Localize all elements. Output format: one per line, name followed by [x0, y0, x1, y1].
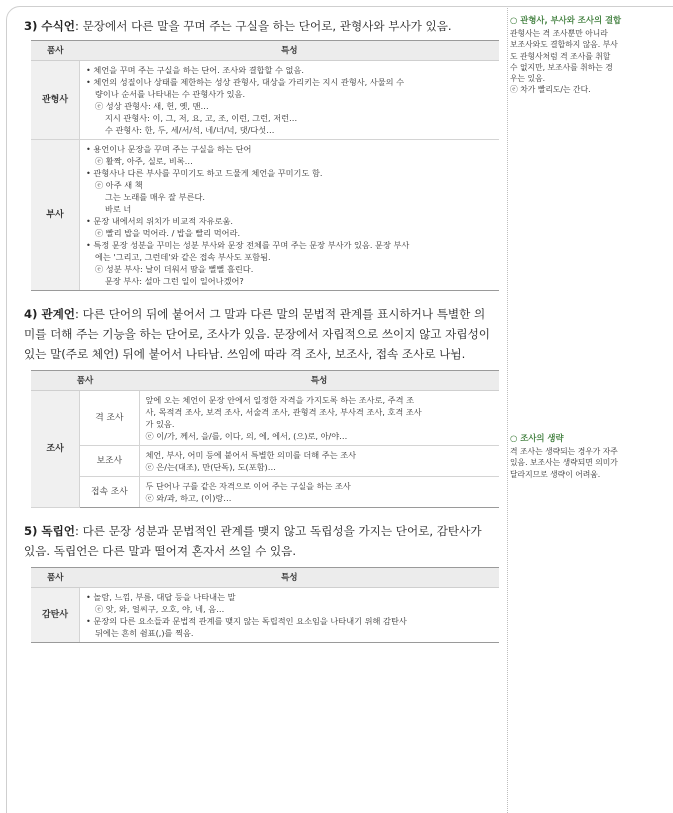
side-note-title: ○ 조사의 생략 — [510, 433, 564, 443]
side-notes — [510, 14, 662, 479]
side-note-line: 수 없지만, 보조사를 취하는 경 — [510, 62, 613, 72]
example-line: ⓔ 와/과, 하고, (이)랑… — [145, 493, 232, 503]
col-head-pos: 품사 — [31, 371, 139, 391]
feature-line: 두 단어나 구를 같은 자격으로 이어 주는 구실을 하는 조사 — [145, 481, 351, 491]
feature-line: 가 있음. — [145, 419, 175, 429]
feature-line: • 문장 내에서의 위치가 비교적 자유로움. — [86, 216, 233, 226]
sub-pos-cell: 격 조사 — [80, 391, 139, 446]
side-note-line: 격 조사는 생략되는 경우가 자주 — [510, 447, 618, 456]
col-head-feature: 특성 — [80, 568, 500, 588]
feature-line: • 체언을 꾸며 주는 구실을 하는 단어. 조사와 결합할 수 없음. — [86, 65, 304, 75]
section-3-text: : 문장에서 다른 말을 꾸며 주는 구실을 하는 단어로, 관형사와 부사가 있음. — [75, 19, 452, 33]
feature-line: 량이나 순서를 나타내는 수 관형사가 있음. — [95, 89, 246, 99]
section-4-heading — [24, 304, 496, 364]
col-head-pos: 품사 — [31, 568, 80, 588]
table-row — [31, 140, 499, 291]
side-note-line: 우는 있음. — [510, 74, 546, 84]
feature-line: • 놀람, 느낌, 부름, 대답 등을 나타내는 말 — [86, 592, 236, 602]
feature-line: 체언, 부사, 어미 등에 붙어서 특별한 의미를 더해 주는 조사 — [145, 450, 357, 460]
example-line: ⓔ 아주 새 책 — [95, 180, 143, 190]
column-divider — [507, 8, 508, 813]
pos-cell: 관형사 — [31, 61, 80, 140]
section-3-heading — [24, 16, 496, 36]
section-4-text: : 다른 단어의 뒤에 붙어서 그 말과 다른 말의 문법적 관계를 표시하거나 특별한 의미를 더해 주는 기능을 하는 단어로, 조사가 있음. 문장에서 자립적으로 쓰이지 않고 자립성이 있는 말(주로 체언) 뒤에 붙어서 나타남. 쓰임에 따라 격 조사, 보조사, 접속 조사로 나뉨. — [24, 307, 490, 361]
section-3-term: 3) 수식언 — [24, 19, 76, 33]
example-line: 그는 노래를 매우 잘 부른다. — [105, 192, 206, 202]
pos-cell: 부사 — [31, 140, 80, 291]
example-line: ⓔ 성상 관형사: 새, 헌, 옛, 맨… — [95, 101, 209, 111]
side-note-body — [510, 446, 662, 480]
table-header-row — [31, 41, 499, 61]
section-5-term: 5) 독립언 — [24, 524, 76, 538]
feature-line: • 관형사나 다른 부사를 꾸미기도 하고 드물게 체언을 꾸미기도 함. — [86, 168, 323, 178]
feature-line: 뒤에는 흔히 쉼표(,)를 찍음. — [95, 628, 194, 638]
pos-cell: 감탄사 — [31, 588, 80, 643]
section-5-text: : 다른 문장 성분과 문법적인 관계를 맺지 않고 독립성을 가지는 단어로, 감탄사가 있음. 독립언은 다른 말과 떨어져 혼자서 쓰일 수 있음. — [24, 524, 482, 558]
example-line: 수 관형사: 한, 두, 세/서/석, 네/너/넉, 댓/다섯… — [105, 125, 275, 135]
side-note-line: 달라지므로 생략이 어려움. — [510, 469, 601, 479]
feature-cell — [139, 477, 499, 508]
main-column — [24, 16, 496, 643]
example-line: ⓔ 빨리 밥을 먹어라. / 밥을 빨리 먹어라. — [95, 228, 241, 238]
feature-line: • 특정 문장 성분을 꾸미는 성분 부사와 문장 전체를 꾸며 주는 문장 부사가 있음. 문장 부사 — [86, 240, 410, 250]
example-line: ⓔ 앗, 와, 얼씨구, 오호, 야, 네, 음… — [95, 604, 225, 614]
side-note-omission — [510, 432, 662, 480]
table-row — [31, 391, 499, 446]
feature-cell — [139, 446, 499, 477]
col-head-feature: 특성 — [139, 371, 499, 391]
example-line: 바로 너 — [105, 204, 132, 214]
side-note-line: 도 관형사처럼 격 조사를 취할 — [510, 51, 611, 61]
col-head-pos: 품사 — [31, 41, 80, 61]
section-5-table — [31, 567, 499, 643]
col-head-feature: 특성 — [80, 41, 500, 61]
example-line: ⓔ 이/가, 께서, 을/를, 이다, 의, 에, 에서, (으)로, 아/야… — [145, 431, 348, 441]
example-line: ⓔ 은/는(대조), 만(단독), 도(포함)… — [145, 462, 276, 472]
section-5-heading — [24, 521, 496, 561]
table-row — [31, 61, 499, 140]
side-note-line: 관형사는 격 조사뿐만 아니라 — [510, 29, 608, 38]
section-4-table — [31, 370, 499, 508]
sub-pos-cell: 접속 조사 — [80, 477, 139, 508]
side-note-example: ⓔ 차가 빨리도/는 간다. — [510, 85, 591, 95]
table-row — [31, 446, 499, 477]
table-row — [31, 477, 499, 508]
side-note-body — [510, 28, 662, 96]
feature-line: 앞에 오는 체언이 문장 안에서 일정한 자격을 가지도록 하는 조사로, 주격 조 — [145, 395, 415, 405]
table-header-row — [31, 568, 499, 588]
example-line: ⓔ 성분 부사: 날이 더워서 땀을 뻘뻘 흘린다. — [95, 264, 254, 274]
sub-pos-cell: 보조사 — [80, 446, 139, 477]
example-line: ⓔ 활짝, 아주, 실로, 비록… — [95, 156, 193, 166]
side-note-line: 있음. 보조사는 생략되면 의미가 — [510, 458, 618, 468]
feature-line: • 용언이나 문장을 꾸며 주는 구실을 하는 단어 — [86, 144, 252, 154]
side-note-title: ○ 관형사, 부사와 조사의 결합 — [510, 15, 622, 25]
section-4-term: 4) 관계언 — [24, 307, 76, 321]
side-note-line: 보조사와도 결합하지 않음. 부사 — [510, 40, 618, 50]
feature-line: 사, 목적격 조사, 보격 조사, 서술격 조사, 관형격 조사, 부사격 조사, 호격 조사 — [145, 407, 422, 417]
example-line: 문장 부사: 설마 그런 일이 일어나겠어? — [105, 276, 244, 286]
feature-cell — [139, 391, 499, 446]
feature-cell — [80, 140, 500, 291]
feature-cell — [80, 588, 500, 643]
side-note-combination — [510, 14, 662, 96]
example-line: 지시 관형사: 이, 그, 저, 요, 고, 조, 이런, 그런, 저런… — [105, 113, 298, 123]
table-header-row — [31, 371, 499, 391]
feature-cell — [80, 61, 500, 140]
pos-cell: 조사 — [31, 391, 80, 508]
feature-line: • 체언의 성질이나 상태를 제한하는 성상 관형사, 대상을 가리키는 지시 관형사, 사물의 수 — [86, 77, 405, 87]
feature-line: • 문장의 다른 요소들과 문법적 관계를 맺지 않는 독립적인 요소임을 나타내기 위해 감탄사 — [86, 616, 407, 626]
table-row — [31, 588, 499, 643]
feature-line: 에는 '그리고, 그런데'와 같은 접속 부사도 포함됨. — [95, 252, 271, 262]
section-3-table — [31, 40, 499, 291]
